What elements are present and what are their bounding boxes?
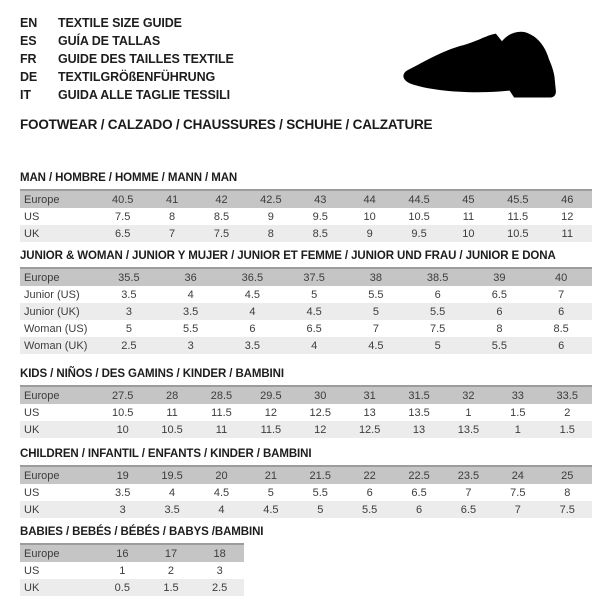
table-row	[20, 320, 592, 337]
size-value-cell: 45	[462, 193, 475, 206]
size-value-cell: 46	[561, 193, 574, 206]
size-value-cell: 5	[372, 305, 379, 318]
size-value-cell: 3.5	[244, 339, 261, 352]
size-value-cell: 22.5	[408, 469, 430, 482]
size-value-cell: 32	[462, 389, 475, 402]
size-value-cell: 4	[311, 339, 318, 352]
size-value-cell: 5	[311, 288, 318, 301]
size-value-cell: 13	[412, 423, 426, 436]
size-value-cell: 10.5	[111, 406, 134, 419]
size-value-cell: 36.5	[241, 271, 264, 284]
size-value-cell: 4.5	[306, 305, 322, 318]
row-label: Europe	[24, 547, 60, 560]
size-table	[20, 189, 592, 242]
size-value-cell: 12	[264, 406, 277, 419]
size-value-cell: 21	[264, 469, 277, 482]
language-guide-title: GUIDA ALLE TAGLIE TESSILI	[58, 88, 231, 102]
size-value-cell: 13.5	[457, 423, 480, 436]
size-value-cell: 7	[372, 322, 379, 335]
row-label: US	[24, 564, 40, 577]
size-value-cell: 31.5	[408, 389, 430, 402]
size-value-cell: 1	[465, 406, 472, 419]
size-value-cell: 6.5	[491, 288, 508, 301]
size-value-cell: 33.5	[556, 389, 578, 402]
size-value-cell: 6	[415, 503, 423, 516]
size-value-cell: 10	[116, 423, 129, 436]
size-value-cell: 22	[363, 469, 376, 482]
size-value-cell: 42.5	[260, 193, 282, 206]
size-value-cell: 8.5	[312, 227, 328, 240]
language-code: ES	[20, 34, 37, 48]
size-value-cell: 25	[561, 469, 574, 482]
size-value-cell: 13.5	[408, 406, 430, 419]
table-row	[20, 501, 592, 518]
size-value-cell: 10.5	[408, 210, 430, 223]
size-value-cell: 4	[218, 503, 225, 516]
size-value-cell: 6	[558, 305, 565, 318]
language-code: FR	[20, 52, 37, 66]
size-value-cell: 10.5	[161, 423, 183, 436]
size-value-cell: 7	[465, 486, 472, 499]
size-value-cell: 5.5	[368, 288, 384, 301]
size-value-cell: 4.5	[263, 503, 279, 516]
size-value-cell: 5	[125, 322, 132, 335]
size-value-cell: 3	[187, 339, 194, 352]
size-value-cell: 5	[267, 486, 274, 499]
size-value-cell: 41	[165, 193, 179, 206]
size-table-section	[20, 172, 592, 242]
row-label: UK	[24, 227, 40, 240]
size-value-cell: 3	[119, 503, 126, 516]
size-table	[20, 543, 244, 596]
size-value-cell: 1	[514, 423, 521, 436]
size-table-title: CHILDREN / INFANTIL / ENFANTS / KINDER / BAMBINI	[20, 448, 312, 460]
size-value-cell: 12.5	[358, 423, 381, 436]
size-value-cell: 11.5	[260, 423, 282, 436]
size-value-cell: 5	[434, 339, 441, 352]
size-value-cell: 17	[164, 547, 178, 560]
row-label: Woman (US)	[24, 322, 88, 335]
size-value-cell: 3.5	[115, 486, 131, 499]
size-value-cell: 10.5	[507, 227, 529, 240]
size-value-cell: 8	[496, 322, 503, 335]
table-row	[20, 286, 592, 303]
size-value-cell: 4	[187, 288, 194, 301]
size-table	[20, 465, 592, 518]
size-table-title: JUNIOR & WOMAN / JUNIOR Y MUJER / JUNIOR ET FEMME / JUNIOR UND FRAU / JUNIOR E DONA	[20, 250, 556, 262]
row-label: Europe	[24, 389, 60, 402]
size-value-cell: 3	[216, 564, 223, 577]
size-value-cell: 8	[169, 210, 176, 223]
size-value-cell: 7.5	[213, 227, 230, 240]
size-value-cell: 2	[167, 564, 175, 577]
row-label: US	[24, 210, 40, 223]
size-value-cell: 31	[363, 389, 376, 402]
size-value-cell: 30	[314, 389, 327, 402]
size-value-cell: 11	[561, 227, 573, 240]
row-label: US	[24, 486, 40, 499]
row-label: Europe	[24, 193, 60, 206]
size-value-cell: 7.5	[559, 503, 575, 516]
size-value-cell: 5.5	[182, 322, 199, 335]
row-label: Junior (US)	[24, 288, 80, 301]
size-table-title: BABIES / BEBÉS / BÉBÉS / BABYS /BAMBINI	[20, 526, 264, 538]
size-value-cell: 6	[249, 322, 256, 335]
guide-header	[20, 14, 592, 132]
table-row	[20, 421, 592, 438]
language-guide-title: GUÍA DE TALLAS	[58, 34, 161, 48]
size-value-cell: 9	[366, 227, 373, 240]
size-value-cell: 6	[558, 339, 565, 352]
size-value-cell: 45.5	[507, 193, 529, 206]
size-value-cell: 7	[558, 288, 565, 301]
size-value-cell: 19	[116, 469, 129, 482]
size-table-title: MAN / HOMBRE / HOMME / MANN / MAN	[20, 172, 238, 184]
size-value-cell: 23.5	[457, 469, 480, 482]
size-value-cell: 3.5	[182, 305, 199, 318]
size-value-cell: 8	[564, 486, 571, 499]
size-value-cell: 5.5	[312, 486, 328, 499]
size-value-cell: 11	[215, 423, 228, 436]
size-value-cell: 7.5	[429, 322, 446, 335]
row-label: Woman (UK)	[24, 339, 88, 352]
size-value-cell: 42	[215, 193, 228, 206]
size-value-cell: 6	[434, 288, 441, 301]
row-label: Europe	[24, 271, 60, 284]
size-value-cell: 33	[511, 389, 524, 402]
dress-shoe-icon	[398, 26, 574, 102]
size-value-cell: 2	[564, 406, 571, 419]
size-value-cell: 43	[314, 193, 327, 206]
size-value-cell: 11	[462, 210, 475, 223]
size-value-cell: 19.5	[161, 469, 183, 482]
table-header-row	[20, 386, 592, 404]
size-table-section	[20, 448, 592, 518]
table-row	[20, 303, 592, 320]
size-value-cell: 4	[249, 305, 256, 318]
size-value-cell: 40	[555, 271, 568, 284]
size-value-cell: 28.5	[210, 389, 233, 402]
size-value-cell: 6.5	[460, 503, 477, 516]
language-guide-title: TEXTILGRÖßENFÜHRUNG	[58, 70, 216, 84]
size-value-cell: 38.5	[426, 271, 449, 284]
size-value-cell: 9.5	[411, 227, 427, 240]
language-guide-title: GUIDE DES TAILLES TEXTILE	[58, 52, 234, 66]
size-value-cell: 4.5	[213, 486, 230, 499]
size-value-cell: 6.5	[411, 486, 427, 499]
table-row	[20, 579, 244, 596]
size-table-section	[20, 368, 592, 438]
size-value-cell: 7.5	[115, 210, 131, 223]
row-label: US	[24, 406, 40, 419]
size-value-cell: 3	[125, 305, 132, 318]
language-code: EN	[20, 16, 38, 30]
size-value-cell: 6.5	[115, 227, 131, 240]
table-row	[20, 404, 592, 421]
size-value-cell: 27.5	[111, 389, 134, 402]
size-value-cell: 5.5	[491, 339, 508, 352]
table-row	[20, 208, 592, 225]
size-value-cell: 20	[215, 469, 228, 482]
size-value-cell: 12	[314, 423, 327, 436]
row-label: Europe	[24, 469, 60, 482]
size-value-cell: 5	[317, 503, 324, 516]
size-value-cell: 5.5	[362, 503, 378, 516]
size-value-cell: 3.5	[121, 288, 137, 301]
category-title: FOOTWEAR / CALZADO / CHAUSSURES / SCHUHE / CALZATURE	[20, 117, 433, 132]
size-value-cell: 8.5	[213, 210, 230, 223]
size-value-cell: 7	[514, 503, 521, 516]
size-value-cell: 13	[363, 406, 376, 419]
size-value-cell: 18	[213, 547, 226, 560]
size-value-cell: 11	[166, 406, 178, 419]
size-value-cell: 44	[363, 193, 376, 206]
size-value-cell: 4	[169, 486, 176, 499]
table-row	[20, 225, 592, 242]
size-value-cell: 7.5	[510, 486, 526, 499]
size-value-cell: 40.5	[111, 193, 134, 206]
size-value-cell: 12	[561, 210, 574, 223]
size-value-cell: 1.5	[163, 581, 179, 594]
size-value-cell: 7	[169, 227, 176, 240]
size-value-cell: 16	[116, 547, 129, 560]
row-label: Junior (UK)	[24, 305, 80, 318]
size-table	[20, 385, 592, 438]
size-value-cell: 28	[165, 389, 179, 402]
size-table-section	[20, 250, 592, 354]
size-table	[20, 267, 592, 354]
size-value-cell: 36	[184, 271, 197, 284]
language-code: DE	[20, 70, 38, 84]
table-header-row	[20, 544, 244, 562]
size-value-cell: 24	[511, 469, 524, 482]
size-value-cell: 44.5	[408, 193, 430, 206]
table-header-row	[20, 190, 592, 208]
size-value-cell: 4.5	[368, 339, 384, 352]
size-value-cell: 9	[267, 210, 274, 223]
size-value-cell: 0.5	[114, 581, 130, 594]
size-value-cell: 9.5	[312, 210, 328, 223]
size-value-cell: 12.5	[309, 406, 331, 419]
size-value-cell: 8.5	[553, 322, 569, 335]
table-row	[20, 484, 592, 501]
size-value-cell: 1	[119, 564, 126, 577]
size-value-cell: 11.5	[507, 210, 529, 223]
size-value-cell: 35.5	[118, 271, 140, 284]
size-value-cell: 10	[462, 227, 475, 240]
size-value-cell: 2.5	[121, 339, 137, 352]
language-code: IT	[20, 88, 31, 102]
row-label: UK	[24, 503, 40, 516]
size-value-cell: 21.5	[309, 469, 331, 482]
size-table-title: KIDS / NIÑOS / DES GAMINS / KINDER / BAMBINI	[20, 368, 284, 380]
size-value-cell: 4.5	[244, 288, 261, 301]
language-guide-title: TEXTILE SIZE GUIDE	[58, 16, 182, 30]
row-label: UK	[24, 581, 40, 594]
size-value-cell: 37.5	[303, 271, 325, 284]
table-header-row	[20, 268, 592, 286]
table-header-row	[20, 466, 592, 484]
size-value-cell: 1.5	[510, 406, 526, 419]
size-value-cell: 1.5	[559, 423, 575, 436]
size-value-cell: 6.5	[306, 322, 322, 335]
size-value-cell: 6	[366, 486, 373, 499]
size-value-cell: 5.5	[429, 305, 446, 318]
size-value-cell: 38	[369, 271, 382, 284]
size-table-section	[20, 526, 592, 596]
size-value-cell: 3.5	[164, 503, 180, 516]
table-row	[20, 562, 244, 579]
size-value-cell: 2.5	[212, 581, 228, 594]
table-row	[20, 337, 592, 354]
size-value-cell: 8	[267, 227, 274, 240]
row-label: UK	[24, 423, 40, 436]
size-value-cell: 10	[363, 210, 376, 223]
size-tables	[20, 172, 592, 596]
size-value-cell: 11.5	[211, 406, 232, 419]
size-value-cell: 6	[496, 305, 503, 318]
size-value-cell: 39	[493, 271, 506, 284]
size-value-cell: 29.5	[260, 389, 282, 402]
